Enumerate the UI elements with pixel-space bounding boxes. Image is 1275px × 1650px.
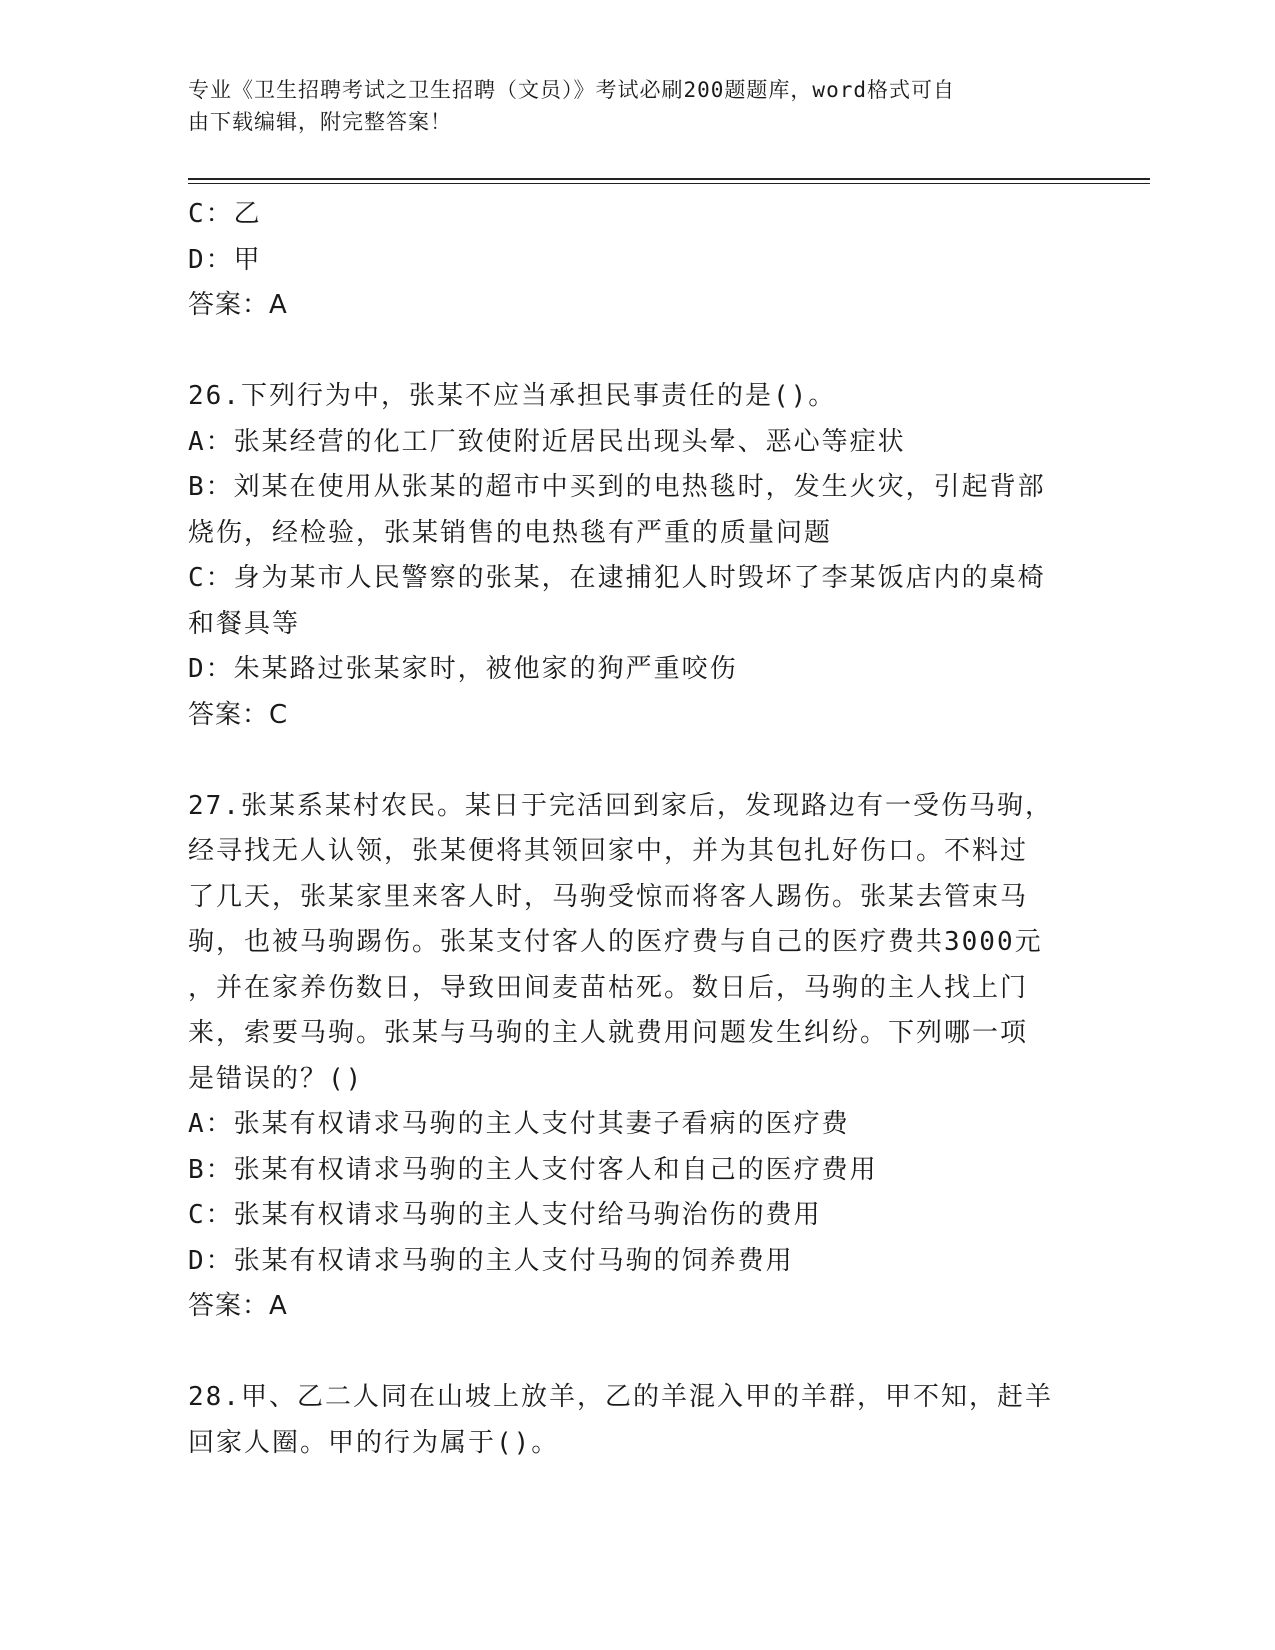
- option-c: C：张某有权请求马驹的主人支付给马驹治伤的费用: [188, 1200, 822, 1230]
- header-line-1: 专业《卫生招聘考试之卫生招聘（文员）》考试必刷200题题库，word格式可自: [188, 78, 955, 102]
- answer: 答案：A: [188, 1291, 288, 1321]
- question-stem-line-3: 了几天，张某家里来客人时，马驹受惊而将客人踢伤。张某去管束马: [188, 881, 1029, 912]
- option-c-line-2: 和餐具等: [188, 608, 301, 639]
- spacer: [188, 329, 1078, 375]
- answer: 答案：C: [188, 699, 289, 730]
- spacer: [188, 738, 1078, 784]
- document-header: [188, 74, 1068, 138]
- question-stem-line-1: 28.甲、乙二人同在山坡上放羊，乙的羊混入甲的羊群，甲不知，赶羊: [188, 1382, 1053, 1412]
- option-d: D：朱某路过张某家时，被他家的狗严重咬伤: [188, 654, 738, 684]
- question-stem-line-5: ，并在家养伤数日，导致田间麦苗枯死。数日后，马驹的主人找上门: [188, 972, 1029, 1003]
- question-27: [188, 784, 1078, 1330]
- option-a: A：张某有权请求马驹的主人支付其妻子看病的医疗费: [188, 1109, 850, 1139]
- question-stem-line-2: 经寻找无人认领，张某便将其领回家中，并为其包扎好伤口。不料过: [188, 836, 1029, 866]
- question-stem-line-1: 27.张某系某村农民。某日于完活回到家后，发现路边有一受伤马驹，: [188, 790, 1053, 821]
- document-body: [188, 192, 1078, 1466]
- option-b-line-2: 烧伤，经检验，张某销售的电热毯有严重的质量问题: [188, 517, 833, 548]
- question-stem-line-4: 驹，也被马驹踢伤。张某支付客人的医疗费与自己的医疗费共3000元: [188, 927, 1043, 957]
- spacer: [188, 1330, 1078, 1376]
- option-a: A：张某经营的化工厂致使附近居民出现头晕、恶心等症状: [188, 426, 906, 457]
- option-c: C：乙: [188, 199, 262, 229]
- question-stem-line-2: 回家人圈。甲的行为属于()。: [188, 1427, 560, 1458]
- question-28: [188, 1375, 1078, 1466]
- previous-question-tail: [188, 192, 1078, 329]
- option-b: B：张某有权请求马驹的主人支付客人和自己的医疗费用: [188, 1154, 878, 1185]
- option-d: D：甲: [188, 244, 262, 275]
- question-stem-line-7: 是错误的？(): [188, 1063, 364, 1094]
- header-divider-thin: [188, 183, 1150, 184]
- question-stem: 26.下列行为中，张某不应当承担民事责任的是()。: [188, 381, 837, 411]
- answer: 答案：A: [188, 290, 288, 320]
- header-line-2: 由下载编辑，附完整答案！: [188, 110, 452, 134]
- option-c-line-1: C：身为某市人民警察的张某，在逮捕犯人时毁坏了李某饭店内的桌椅: [188, 563, 1046, 593]
- question-26: [188, 374, 1078, 738]
- question-stem-line-6: 来，索要马驹。张某与马驹的主人就费用问题发生纠纷。下列哪一项: [188, 1018, 1029, 1048]
- header-divider-thick: [188, 178, 1150, 180]
- option-b-line-1: B：刘某在使用从张某的超市中买到的电热毯时，发生火灾，引起背部: [188, 472, 1046, 502]
- option-d: D：张某有权请求马驹的主人支付马驹的饲养费用: [188, 1245, 794, 1276]
